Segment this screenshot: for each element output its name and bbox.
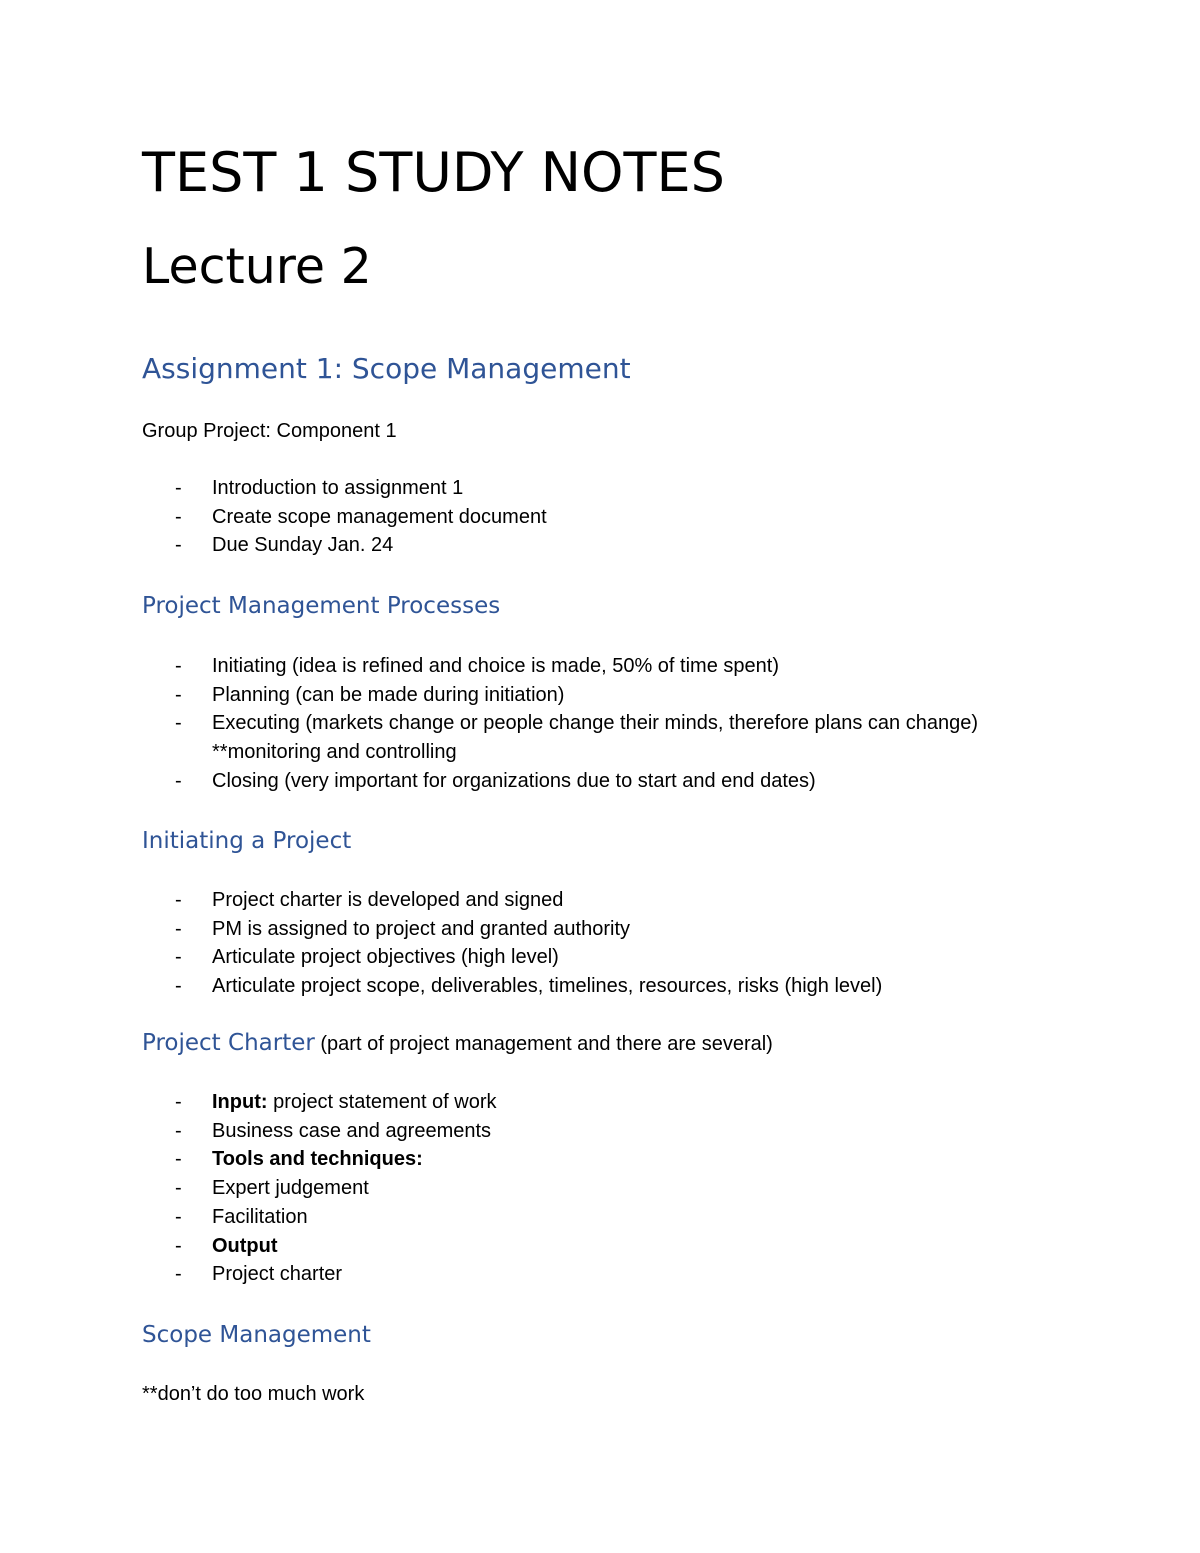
bullet-dash: - (175, 477, 182, 499)
processes-heading: Project Management Processes (142, 593, 501, 619)
assignment-list (142, 474, 547, 560)
list-item: - Facilitation (142, 1203, 497, 1232)
assignment-intro: Group Project: Component 1 (142, 420, 397, 442)
charter-heading-note: (part of project management and there are several) (314, 1033, 773, 1055)
input-label: Input: (212, 1091, 268, 1113)
charter-list (142, 1088, 497, 1289)
list-item: - Introduction to assignment 1 (142, 474, 547, 503)
list-item: - Business case and agreements (142, 1117, 497, 1146)
bullet-dash: - (175, 889, 182, 911)
bullet-dash: - (175, 534, 182, 557)
bullet-dash: - (175, 975, 182, 998)
list-item: - Planning (can be made during initiation) (142, 681, 978, 710)
list-item: - Tools and techniques: (142, 1145, 497, 1174)
bullet-dash: - (175, 917, 182, 940)
list-item: - Due Sunday Jan. 24 (142, 531, 547, 560)
charter-heading-text: Project Charter (142, 1030, 315, 1056)
list-item: - Expert judgement (142, 1174, 497, 1203)
bullet-dash: - (175, 946, 182, 969)
charter-heading (142, 1027, 773, 1060)
list-item: - Output (142, 1232, 497, 1261)
list-item: - Project charter (142, 1260, 497, 1289)
bullet-dash: - (175, 1177, 182, 1200)
initiating-heading: Initiating a Project (142, 828, 352, 854)
bullet-dash: - (175, 505, 182, 528)
list-item: - Articulate project objectives (high level) (142, 943, 882, 972)
bullet-dash: - (175, 1263, 182, 1286)
bullet-dash: - (175, 683, 182, 706)
initiating-list (142, 886, 882, 1001)
bullet-dash: - (175, 769, 182, 792)
executing-continuation: **monitoring and controlling (212, 741, 457, 764)
document-title: TEST 1 STUDY NOTES (142, 141, 725, 204)
list-item: - Create scope management document (142, 503, 547, 532)
bullet-dash: - (175, 712, 182, 735)
list-item: - Initiating (idea is refined and choice is made, 50% of time spent) (142, 652, 978, 681)
assignment-heading: Assignment 1: Scope Management (142, 352, 631, 385)
bullet-dash: - (175, 1119, 182, 1142)
list-item: - Input: project statement of work (142, 1088, 497, 1117)
processes-list (142, 652, 978, 796)
bullet-dash: - (175, 1234, 182, 1257)
bullet-dash: - (175, 1091, 182, 1113)
bullet-dash: - (175, 655, 182, 677)
list-item: - Articulate project scope, deliverables, timelines, resources, risks (high level) (142, 972, 882, 1001)
bullet-dash: - (175, 1205, 182, 1228)
document-subtitle: Lecture 2 (142, 238, 372, 295)
list-item: - Project charter is developed and signed (142, 886, 882, 915)
scope-note: **don’t do too much work (142, 1383, 365, 1405)
bullet-dash: - (175, 1148, 182, 1171)
list-item: - Closing (very important for organizations due to start and end dates) (142, 767, 978, 796)
scope-heading: Scope Management (142, 1322, 371, 1348)
list-item: - Executing (markets change or people change their minds, therefore plans can change) **monitoring and controlling (142, 709, 978, 766)
list-item: - PM is assigned to project and granted authority (142, 915, 882, 944)
